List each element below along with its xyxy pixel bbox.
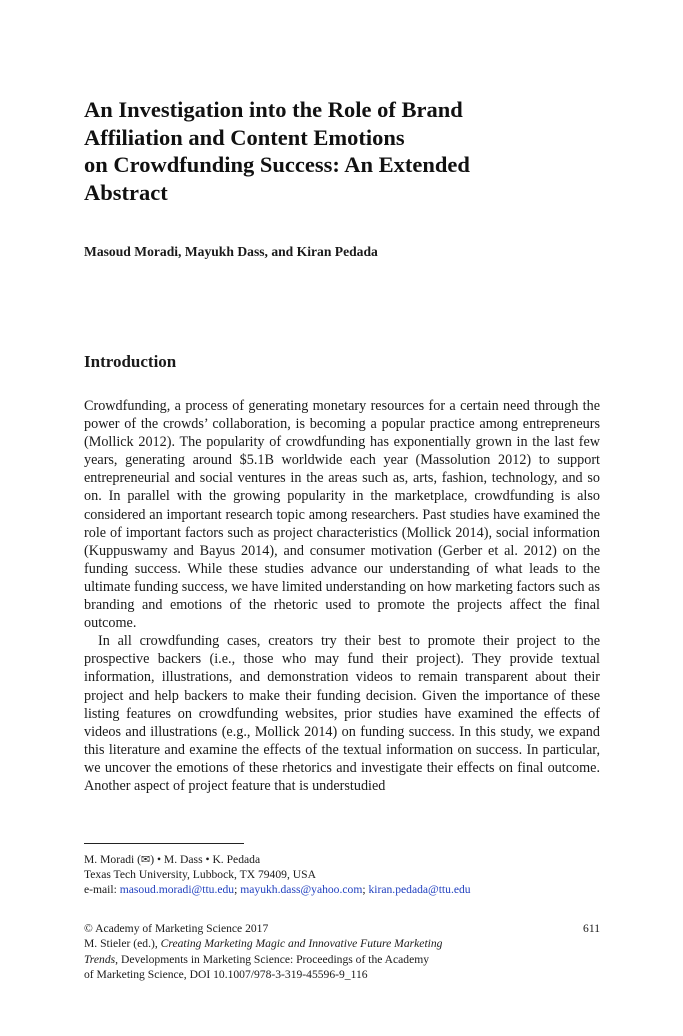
email-link-pedada[interactable]: kiran.pedada@ttu.edu [368, 883, 471, 896]
email-link-dass[interactable]: mayukh.dass@yahoo.com [240, 883, 363, 896]
footnote-affiliation: Texas Tech University, Lubbock, TX 79409, USA [84, 868, 316, 881]
paragraph: Crowdfunding, a process of generating monetary resources for a certain need through the power of the crowds’ collaboration, is becoming a popular practice among entrepreneurs (Mollick 2012). The popularity of crowdfunding has exponentially grown in the last few years, generating around $5.1B worldwide each year (Massolution 2012) to support entrepreneurial and social ventures in the areas such as, arts, fashion, technology, and so on. In parallel with the growing popularity in the marketplace, crowdfunding is also considered an important research topic among researchers. Past studies have examined the role of important factors such as project characteristics (Mollick 2014), social information (Kuppuswamy and Bayus 2014), and consumer motivation (Gerber et al. 2012) on the funding success. While these studies advance our understanding of what leads to the ultimate funding success, we have limited understanding on how marketing factors such as branding and emotions of the rhetoric used to promote the projects affect the final outcome. [84, 398, 600, 632]
footnote-authors-prefix: M. Moradi ( [84, 853, 141, 866]
author-footnote [84, 852, 600, 897]
doi-line: of Marketing Science, DOI 10.1007/978-3-319-45596-9_116 [84, 968, 368, 982]
series-info: , Developments in Marketing Science: Proceedings of the Academy [115, 952, 430, 966]
title-line: An Investigation into the Role of Brand [84, 97, 463, 122]
citation-line [84, 952, 600, 967]
section-heading-introduction: Introduction [84, 352, 177, 371]
footnote-emails [84, 882, 600, 897]
title-line: Abstract [84, 179, 168, 205]
page-number: 611 [583, 922, 600, 935]
body-text [84, 397, 600, 795]
title-line: Affiliation and Content Emotions [84, 124, 405, 150]
footnote-authors-suffix: ) • M. Dass • K. Pedada [150, 853, 261, 866]
book-title: Creating Marketing Magic and Innovative Future Marketing [160, 937, 443, 951]
email-separator: ; [362, 883, 366, 896]
editor: M. Stieler (ed.), [84, 937, 158, 951]
footnote-divider [84, 843, 244, 844]
citation-line [84, 936, 600, 951]
paper-title [84, 96, 600, 206]
copyright-notice: © Academy of Marketing Science 2017 [84, 922, 269, 935]
book-title-cont: Trends [84, 952, 116, 966]
paragraph: In all crowdfunding cases, creators try their best to promote their project to the prospective backers (i.e., those who may fund their project). They provide textual information, illustrations, and demonstration videos to remain transparent about their project and help backers to make their funding decision. Given the importance of these listing features on crowdfunding websites, prior studies have examined the effects of videos and illustrations (e.g., Mollick 2014) on funding success. In this study, we expand this literature and examine the effects of the textual information on success. In particular, we uncover the emotions of these rhetorics and investigate their effects on final outcome. Another aspect of project feature that is understudied [84, 633, 600, 794]
footnote-authors [84, 852, 600, 867]
copyright-row [84, 921, 600, 936]
email-separator: ; [234, 883, 238, 896]
author-list: Masoud Moradi, Mayukh Dass, and Kiran Pedada [84, 244, 378, 259]
publication-meta [84, 921, 600, 983]
email-link-moradi[interactable]: masoud.moradi@ttu.edu [119, 883, 235, 896]
email-label: e-mail: [84, 883, 117, 896]
envelope-icon: ✉ [141, 853, 151, 866]
title-line: on Crowdfunding Success: An Extended [84, 152, 470, 177]
